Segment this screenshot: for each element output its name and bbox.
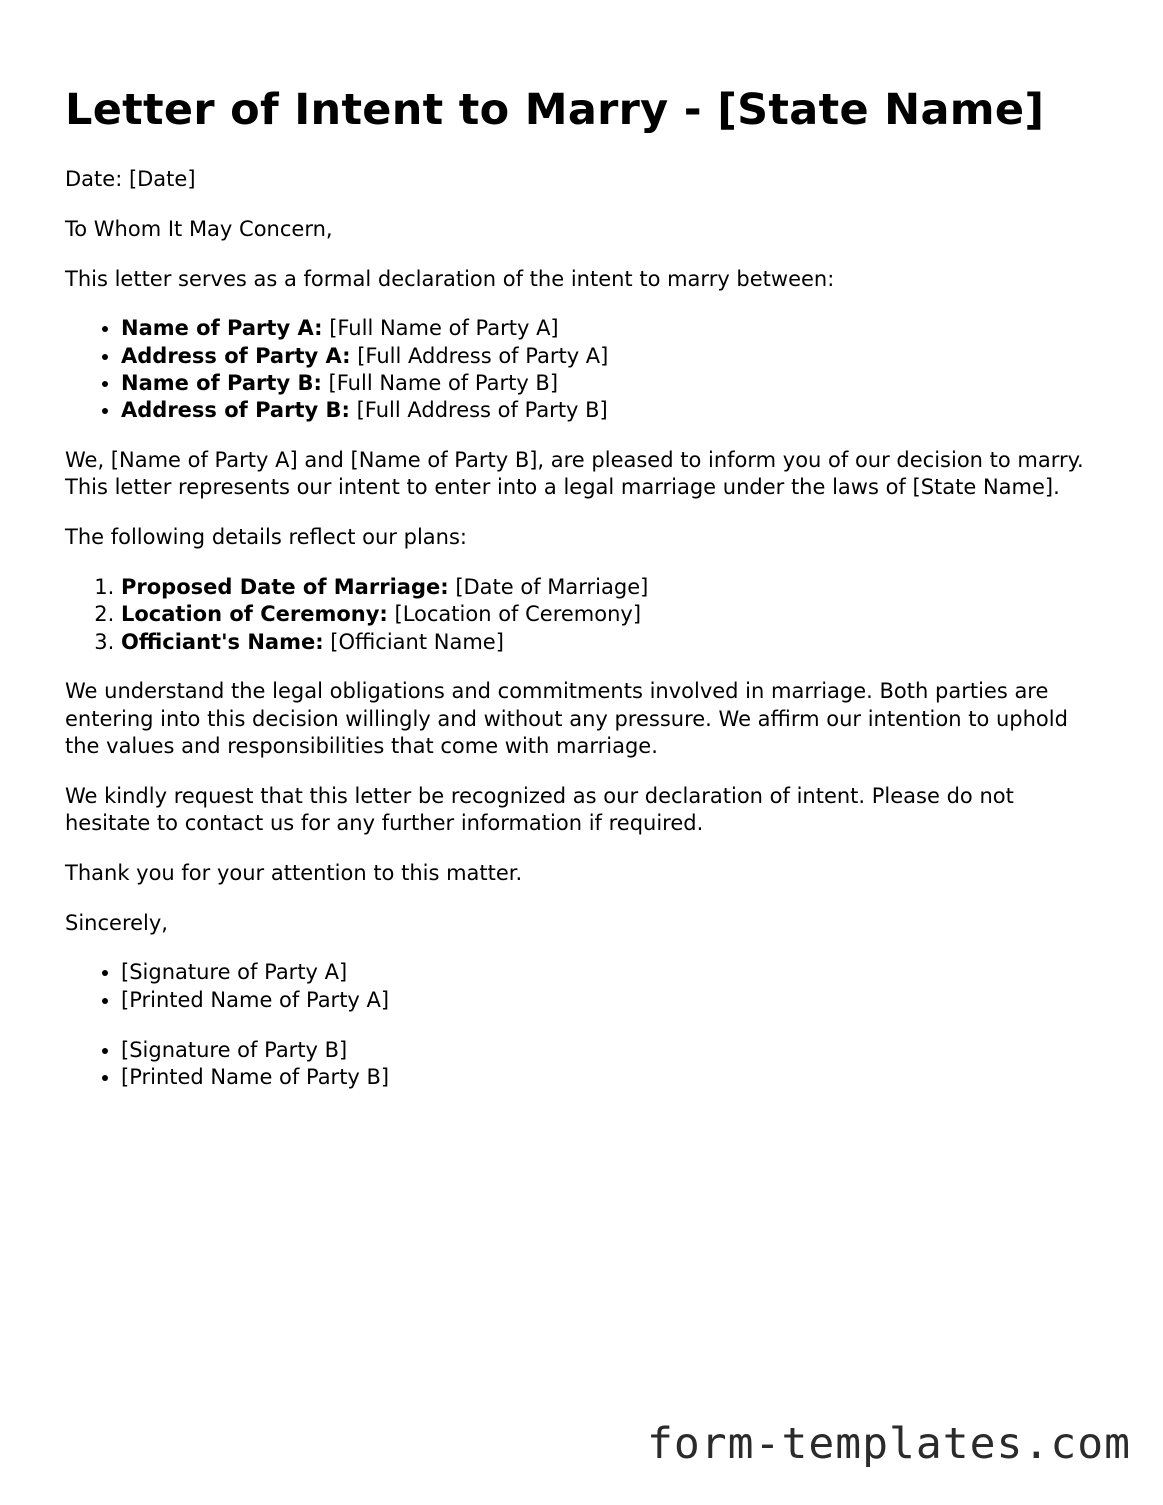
parties-list (65, 315, 1105, 424)
party-a-name-label: Name of Party A: (121, 316, 323, 341)
list-item (121, 397, 1105, 424)
party-b-name-label: Name of Party B: (121, 370, 322, 395)
marriage-date-value: [Date of Marriage] (455, 574, 649, 599)
decision-paragraph: We, [Name of Party A] and [Name of Party B], are pleased to inform you of our decision to marry. This letter represents our intent to enter into a legal marriage under the laws of [State Name]. (65, 448, 1084, 500)
party-b-address-value: [Full Address of Party B] (356, 398, 608, 423)
list-item (121, 315, 1105, 342)
watermark: form-templates.com (647, 1419, 1131, 1469)
ceremony-location-label: Location of Ceremony: (121, 602, 388, 627)
officiant-label: Officiant's Name: (121, 629, 324, 654)
list-item (121, 601, 1105, 628)
officiant-value: [Officiant Name] (330, 629, 504, 654)
party-b-name-value: [Full Name of Party B] (328, 370, 559, 395)
printed-name-line: • [Printed Name of Party B] (121, 1064, 1105, 1091)
details-list (65, 574, 1105, 656)
party-a-address-label: Address of Party A: (121, 343, 351, 368)
intro-paragraph: This letter serves as a formal declaration of the intent to marry between: (65, 266, 835, 291)
party-a-name-value: [Full Name of Party A] (329, 316, 559, 341)
thanks-paragraph: Thank you for your attention to this matter. (65, 860, 523, 885)
party-a-address-value: [Full Address of Party A] (357, 343, 609, 368)
ceremony-location-value: [Location of Ceremony] (394, 602, 642, 627)
request-paragraph: We kindly request that this letter be recognized as our declaration of intent. Please do not hesitate to contact us for any further information if required. (65, 783, 1014, 836)
printed-name-line: • [Printed Name of Party A] (121, 987, 1105, 1014)
closing: Sincerely, (65, 910, 168, 935)
party-b-address-label: Address of Party B: (121, 398, 350, 423)
signature-line: • [Signature of Party B] (121, 1037, 1105, 1064)
list-item (121, 343, 1105, 370)
details-intro: The following details reflect our plans: (65, 525, 467, 550)
page-title: Letter of Intent to Marry - [State Name] (65, 85, 1045, 135)
letter-body (65, 166, 1105, 1114)
signature-line: • [Signature of Party A] (121, 959, 1105, 986)
signatures-party-b (65, 1037, 1105, 1092)
list-item (121, 574, 1105, 601)
list-item (121, 370, 1105, 397)
obligations-paragraph: We understand the legal obligations and commitments involved in marriage. Both parties are entering into this decision willingly and without any pressure. We affirm our intention to uphold the values and responsibilities that come with marriage. (65, 679, 1068, 758)
marriage-date-label: Proposed Date of Marriage: (121, 574, 449, 599)
list-item (121, 629, 1105, 656)
signatures-party-a (65, 959, 1105, 1014)
date-line: Date: [Date] (65, 167, 196, 191)
salutation: To Whom It May Concern, (65, 216, 333, 241)
